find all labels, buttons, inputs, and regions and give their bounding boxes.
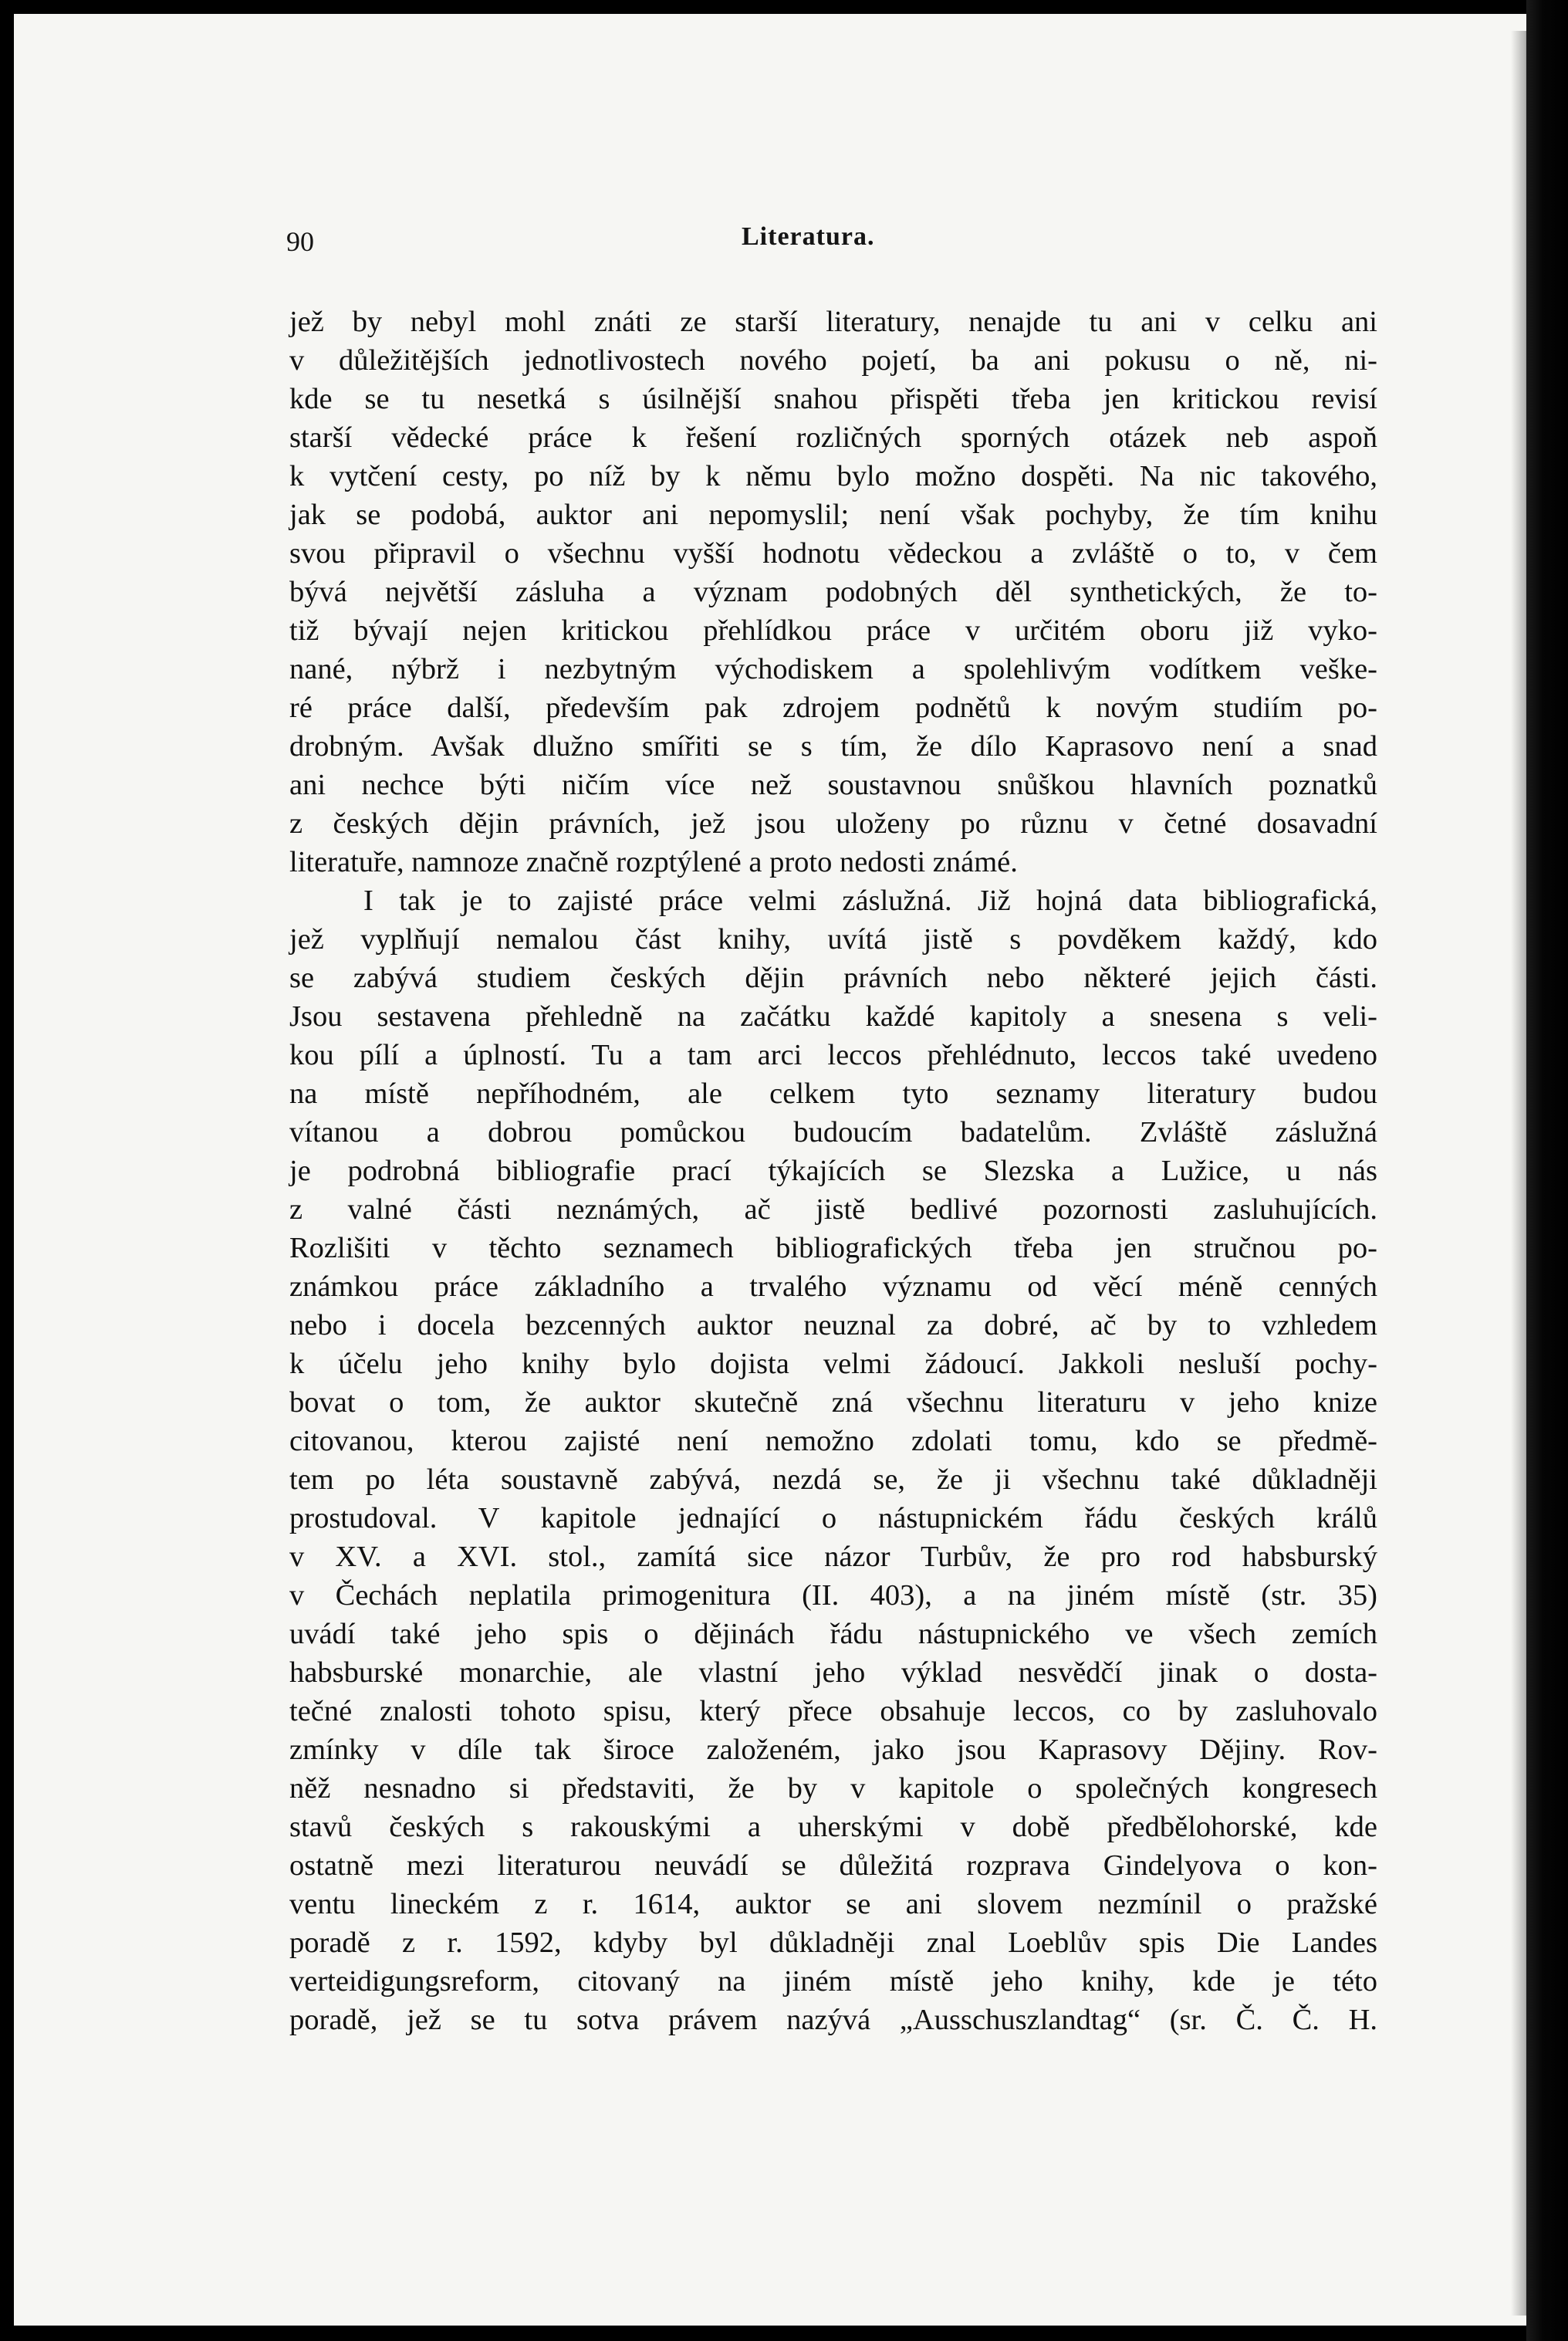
text-line: stavů českých s rakouskými a uherskými v době předbělohorské, kde: [289, 1811, 1377, 1843]
page-number: 90: [286, 226, 314, 257]
text-line: starší vědecké práce k řešení rozličných sporných otázek neb aspoň: [289, 421, 1377, 454]
text-line: nané, nýbrž i nezbytným východiskem a spolehlivým vodítkem veške-: [289, 653, 1377, 685]
running-title: Literatura.: [742, 222, 875, 251]
text-line: poradě z r. 1592, kdyby byl důkladněji znal Loeblův spis Die Landes: [289, 1927, 1377, 1959]
text-line: drobným. Avšak dlužno smířiti se s tím, že dílo Kaprasovo není a snad: [289, 730, 1377, 763]
text-line: jak se podobá, auktor ani nepomyslil; není však pochyby, že tím knihu: [289, 499, 1377, 531]
body-text: [289, 303, 1377, 2039]
text-line: uvádí také jeho spis o dějinách řádu nástupnického ve všech zemích: [289, 1618, 1377, 1650]
text-line: ostatně mezi literaturou neuvádí se důležitá rozprava Gindelyova o kon-: [289, 1849, 1377, 1882]
text-line: k účelu jeho knihy bylo dojista velmi žádoucí. Jakkoli nesluší pochy-: [289, 1348, 1377, 1380]
text-line: citovanou, kterou zajisté není nemožno zdolati tomu, kdo se předmě-: [289, 1425, 1377, 1457]
paragraph-start-line: I tak je to zajisté práce velmi záslužná. Již hojná data bibliografická,: [363, 885, 1377, 917]
text-line: Jsou sestavena přehledně na začátku každé kapitoly a snesena s veli-: [289, 1000, 1377, 1033]
text-line: z českých dějin právních, jež jsou uloženy po různu v četné dosavadní: [289, 807, 1377, 840]
text-line: ré práce další, především pak zdrojem podnětů k novým studiím po-: [289, 692, 1377, 724]
text-line: v důležitějších jednotlivostech nového pojetí, ba ani pokusu o ně, ni-: [289, 344, 1377, 377]
text-line: tem po léta soustavně zabývá, nezdá se, že ji všechnu také důkladněji: [289, 1463, 1377, 1496]
text-line: známkou práce základního a trvalého významu od věcí méně cenných: [289, 1270, 1377, 1303]
text-line: kou pílí a úplností. Tu a tam arci leccos přehlédnuto, leccos také uvedeno: [289, 1039, 1377, 1071]
text-line: prostudoval. V kapitole jednající o nástupnickém řádu českých králů: [289, 1502, 1377, 1534]
text-line: z valné části neznámých, ač jistě bedlivé pozornosti zasluhujících.: [289, 1193, 1377, 1226]
text-line: zmínky v díle tak široce založeném, jako jsou Kaprasovy Dějiny. Rov-: [289, 1734, 1377, 1766]
text-line: nebo i docela bezcenných auktor neuznal za dobré, ač by to vzhledem: [289, 1309, 1377, 1341]
text-line: jež by nebyl mohl znáti ze starší literatury, nenajde tu ani v celku ani: [289, 306, 1377, 338]
page-header: [286, 222, 1374, 269]
text-line: na místě nepříhodném, ale celkem tyto seznamy literatury budou: [289, 1077, 1377, 1110]
text-line: něž nesnadno si představiti, že by v kapitole o společných kongresech: [289, 1772, 1377, 1805]
text-line: ani nechce býti ničím více než soustavnou snůškou hlavních poznatků: [289, 769, 1377, 801]
text-line: Rozlišiti v těchto seznamech bibliografických třeba jen stručnou po-: [289, 1232, 1377, 1264]
text-line: bývá největší zásluha a význam podobných děl synthetických, že to-: [289, 576, 1377, 608]
paragraph-end-line: literatuře, namnoze značně rozptýlené a proto nedosti známé.: [289, 846, 1018, 878]
scan-border: [1526, 0, 1568, 2341]
text-line: tečné znalosti tohoto spisu, který přece obsahuje leccos, co by zasluhovalo: [289, 1695, 1377, 1727]
text-line: svou připravil o všechnu vyšší hodnotu vědeckou a zvláště o to, v čem: [289, 537, 1377, 570]
text-line: v XV. a XVI. stol., zamítá sice názor Turbův, že pro rod habsburský: [289, 1541, 1377, 1573]
text-line: vítanou a dobrou pomůckou budoucím badatelům. Zvláště záslužná: [289, 1116, 1377, 1149]
text-line: ventu lineckém z r. 1614, auktor se ani slovem nezmínil o pražské: [289, 1888, 1377, 1920]
text-line: kde se tu nesetká s úsilnější snahou přispěti třeba jen kritickou revisí: [289, 383, 1377, 415]
text-line: k vytčení cesty, po níž by k němu bylo možno dospěti. Na nic takového,: [289, 460, 1377, 492]
text-line: se zabývá studiem českých dějin právních nebo některé jejich části.: [289, 962, 1377, 994]
text-line: habsburské monarchie, ale vlastní jeho výklad nesvědčí jinak o dosta-: [289, 1656, 1377, 1689]
text-line: bovat o tom, že auktor skutečně zná všechnu literaturu v jeho knize: [289, 1386, 1377, 1419]
text-line: poradě, jež se tu sotva právem nazývá „Ausschuszlandtag“ (sr. Č. Č. H.: [289, 2004, 1377, 2036]
text-line: verteidigungsreform, citovaný na jiném místě jeho knihy, kde je této: [289, 1965, 1377, 1998]
text-line: jež vyplňují nemalou část knihy, uvítá jistě s povděkem každý, kdo: [289, 923, 1377, 956]
text-line: tiž bývají nejen kritickou přehlídkou práce v určitém oboru již vyko-: [289, 614, 1377, 647]
text-line: v Čechách neplatila primogenitura (II. 403), a na jiném místě (str. 35): [289, 1579, 1377, 1612]
text-line: je podrobná bibliografie prací týkajících se Slezska a Lužice, u nás: [289, 1155, 1377, 1187]
